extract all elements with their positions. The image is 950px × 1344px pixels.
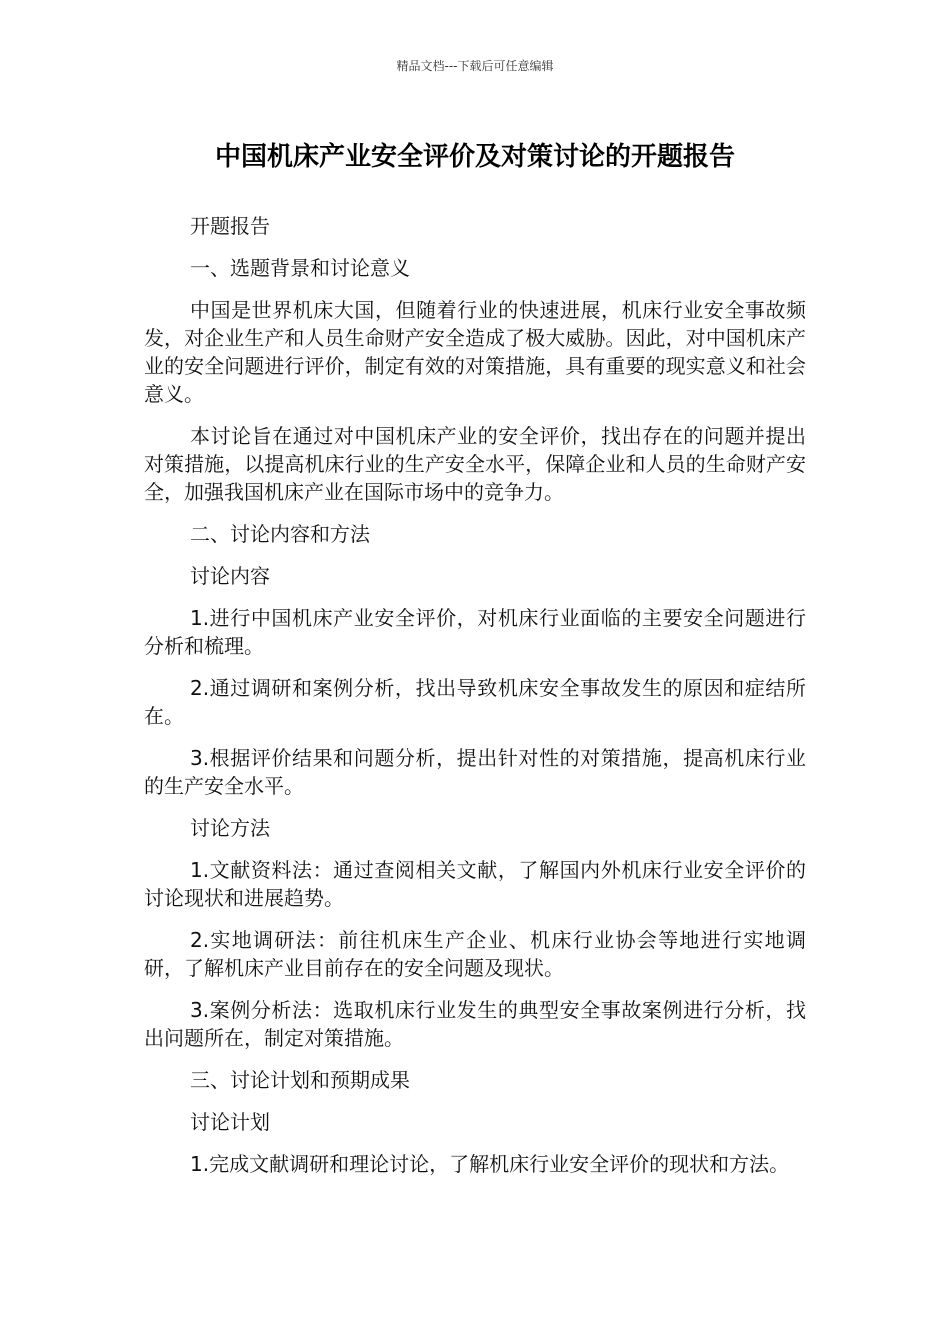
paragraph: 本讨论旨在通过对中国机床产业的安全评价，找出存在的问题并提出对策措施，以提高机床行业的生产安全水平，保障企业和人员的生命财产安全，加强我国机床产业在国际市场中的竞争力。 bbox=[144, 424, 806, 504]
list-item: 2.通过调研和案例分析，找出导致机床安全事故发生的原因和症结所在。 bbox=[144, 676, 806, 728]
list-item: 3.根据评价结果和问题分析，提出针对性的对策措施，提高机床行业的生产安全水平。 bbox=[144, 746, 806, 798]
list-item: 2.实地调研法：前往机床生产企业、机床行业协会等地进行实地调研，了解机床产业目前存在的安全问题及现状。 bbox=[144, 928, 806, 980]
paragraph-report-label: 开题报告 bbox=[190, 214, 270, 238]
subheading-plan: 讨论计划 bbox=[190, 1110, 270, 1134]
subheading-methods: 讨论方法 bbox=[190, 816, 270, 840]
paragraph: 中国是世界机床大国，但随着行业的快速进展，机床行业安全事故频发，对企业生产和人员生命财产安全造成了极大威胁。因此，对中国机床产业的安全问题进行评价，制定有效的对策措施，具有重要的现实意义和社会意义。 bbox=[144, 298, 806, 406]
document-body bbox=[144, 212, 806, 1192]
list-item: 3.案例分析法：选取机床行业发生的典型安全事故案例进行分析，找出问题所在，制定对策措施。 bbox=[144, 998, 806, 1050]
list-item: 1.进行中国机床产业安全评价，对机床行业面临的主要安全问题进行分析和梳理。 bbox=[144, 606, 806, 658]
list-item: 1.文献资料法：通过查阅相关文献，了解国内外机床行业安全评价的讨论现状和进展趋势。 bbox=[144, 858, 806, 910]
section-heading-content-methods: 二、讨论内容和方法 bbox=[190, 522, 370, 546]
subheading-content: 讨论内容 bbox=[190, 564, 270, 588]
document-title: 中国机床产业安全评价及对策讨论的开题报告 bbox=[214, 142, 735, 172]
list-item: 1.完成文献调研和理论讨论，了解机床行业安全评价的现状和方法。 bbox=[190, 1152, 790, 1176]
header-note: 精品文档---下载后可任意编辑 bbox=[396, 59, 554, 73]
section-heading-plan-outcomes: 三、讨论计划和预期成果 bbox=[190, 1068, 410, 1092]
section-heading-background: 一、选题背景和讨论意义 bbox=[190, 256, 410, 280]
